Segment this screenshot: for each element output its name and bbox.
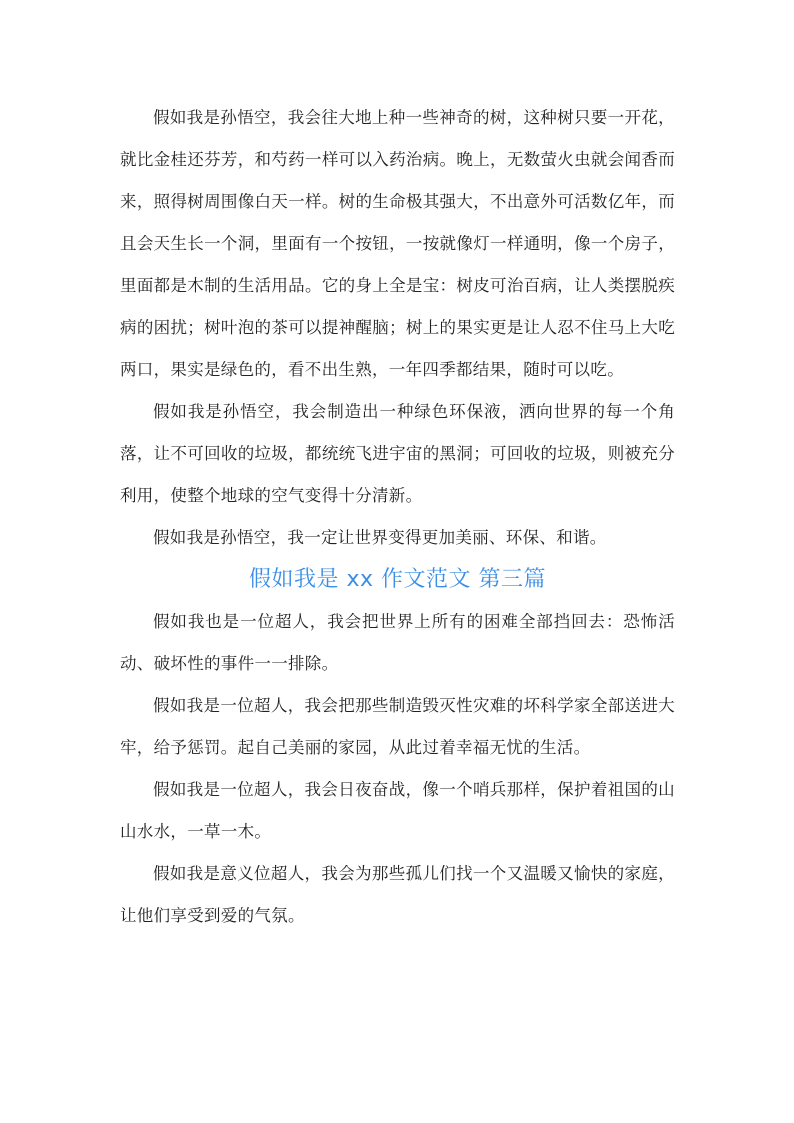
section-heading: 假如我是 xx 作文范文 第三篇 bbox=[248, 567, 547, 592]
paragraph: 假如我是孙悟空，我会制造出一种绿色环保液，洒向世界的每一个角落，让不可回收的垃圾，都统统飞进宇宙的黑洞；可回收的垃圾，则被充分利用，使整个地球的空气变得十分清新。 bbox=[120, 402, 675, 505]
document-body bbox=[120, 97, 675, 937]
paragraph: 假如我是意义位超人，我会为那些孤儿们找一个又温暖又愉快的家庭，让他们享受到爱的气氛。 bbox=[120, 864, 675, 925]
paragraph: 假如我是孙悟空，我会往大地上种一些神奇的树，这种树只要一开花，就比金桂还芬芳，和芍药一样可以入药治病。晚上，无数萤火虫就会闻香而来，照得树周围像白天一样。树的生命极其强大，不出意外可活数亿年，而且会天生长一个洞，里面有一个按钮，一按就像灯一样通明，像一个房子，里面都是木制的生活用品。它的身上全是宝：树皮可治百病，让人类摆脱疾病的困扰；树叶泡的茶可以提神醒脑；树上的果实更是让人忍不住马上大吃两口，果实是绿色的，看不出生熟，一年四季都结果，随时可以吃。 bbox=[120, 108, 675, 379]
paragraph: 假如我也是一位超人，我会把世界上所有的困难全部挡回去：恐怖活动、破坏性的事件一一排除。 bbox=[120, 612, 675, 673]
paragraph: 假如我是一位超人，我会把那些制造毁灭性灾难的坏科学家全部送进大牢，给予惩罚。起自己美丽的家园，从此过着幸福无忧的生活。 bbox=[120, 696, 675, 757]
paragraph: 假如我是一位超人，我会日夜奋战，像一个哨兵那样，保护着祖国的山山水水，一草一木。 bbox=[120, 780, 675, 841]
paragraph: 假如我是孙悟空，我一定让世界变得更加美丽、环保、和谐。 bbox=[153, 528, 607, 547]
